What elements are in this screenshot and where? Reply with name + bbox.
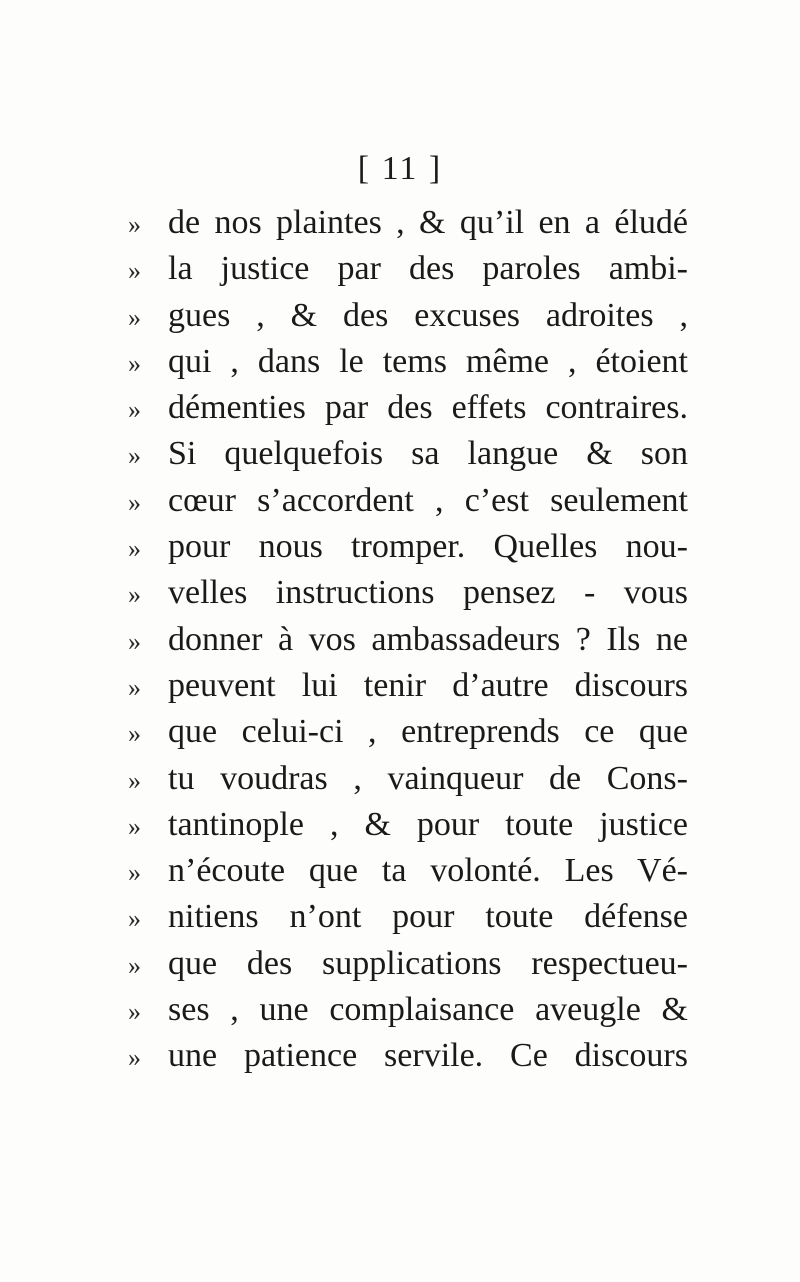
text-line xyxy=(128,663,688,709)
line-text: tantinople , & pour toute justice xyxy=(168,805,688,843)
quote-mark-icon: » xyxy=(128,580,141,610)
text-line xyxy=(128,709,688,755)
body-text xyxy=(128,200,688,1080)
quote-mark-icon: » xyxy=(128,441,141,471)
text-line xyxy=(128,200,688,246)
line-text: démenties par des effets contraires. xyxy=(168,389,688,427)
text-line xyxy=(128,1033,688,1079)
quote-mark-icon: » xyxy=(128,302,141,332)
text-line xyxy=(128,339,688,385)
text-line xyxy=(128,941,688,987)
quote-mark-icon: » xyxy=(128,811,141,841)
quote-mark-icon: » xyxy=(128,672,141,702)
text-line xyxy=(128,848,688,894)
line-text: donner à vos ambassadeurs ? Ils ne xyxy=(168,620,688,658)
text-line xyxy=(128,431,688,477)
line-text: cœur s’accordent , c’est seulement xyxy=(168,481,688,519)
line-text: velles instructions pensez - vous xyxy=(168,574,688,612)
line-text: peuvent lui tenir d’autre discours xyxy=(168,666,688,704)
quote-mark-icon: » xyxy=(128,858,141,888)
text-line xyxy=(128,524,688,570)
quote-mark-icon: » xyxy=(128,904,141,934)
text-line xyxy=(128,756,688,802)
text-line xyxy=(128,478,688,524)
quote-mark-icon: » xyxy=(128,395,141,425)
line-text: une patience servile. Ce discours xyxy=(168,1037,688,1075)
line-text: de nos plaintes , & qu’il en a éludé xyxy=(168,204,688,241)
quote-mark-icon: » xyxy=(128,1043,141,1073)
quote-mark-icon: » xyxy=(128,719,141,749)
line-text: Si quelquefois sa langue & son xyxy=(168,435,688,473)
text-line xyxy=(128,385,688,431)
quote-mark-icon: » xyxy=(128,950,141,980)
line-text: que celui-ci , entreprends ce que xyxy=(168,713,688,751)
text-line xyxy=(128,570,688,616)
text-line xyxy=(128,802,688,848)
quote-mark-icon: » xyxy=(128,997,141,1027)
line-text: gues , & des excuses adroites , xyxy=(168,296,688,334)
page-number: [ 11 ] xyxy=(357,150,443,187)
line-text: qui , dans le tems même , étoient xyxy=(168,342,688,380)
quote-mark-icon: » xyxy=(128,348,141,378)
quote-mark-icon: » xyxy=(128,256,141,286)
line-text: tu voudras , vainqueur de Cons- xyxy=(168,759,688,797)
line-text: n’écoute que ta volonté. Les Vé- xyxy=(168,852,688,890)
text-line xyxy=(128,617,688,663)
quote-mark-icon: » xyxy=(128,534,141,564)
text-line xyxy=(128,246,688,292)
quote-mark-icon: » xyxy=(128,626,141,656)
quote-mark-icon: » xyxy=(128,487,141,517)
quote-mark-icon: » xyxy=(128,210,141,239)
quote-mark-icon: » xyxy=(128,765,141,795)
line-text: que des supplications respectueu- xyxy=(168,944,688,982)
text-line xyxy=(128,894,688,940)
line-text: la justice par des paroles ambi- xyxy=(168,250,688,288)
text-line xyxy=(128,987,688,1033)
line-text: pour nous tromper. Quelles nou- xyxy=(168,528,688,566)
line-text: ses , une complaisance aveugle & xyxy=(168,991,688,1029)
line-text: nitiens n’ont pour toute défense xyxy=(168,898,688,936)
text-line xyxy=(128,293,688,339)
